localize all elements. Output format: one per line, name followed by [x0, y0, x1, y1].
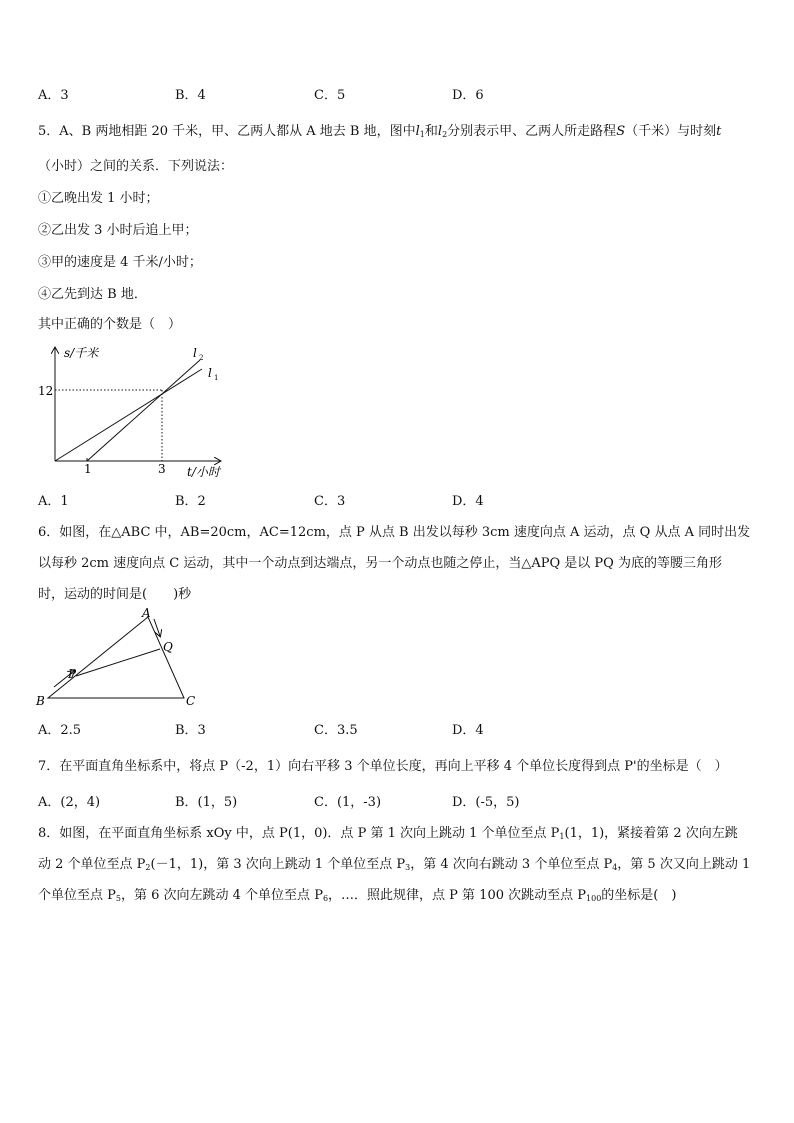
q5-statement-3: ③甲的速度是 4 千米/小时； [38, 255, 202, 270]
q6-line-1: 6．如图，在△ABC 中，AB=20cm，AC=12cm，点 P 从点 B 出发以每秒 3cm 速度向点 A 运动，点 Q 从点 A 同时出发 [38, 525, 751, 540]
q5-statement-2: ②乙出发 3 小时后追上甲； [38, 223, 198, 238]
q5-question: 其中正确的个数是（ ） [38, 317, 182, 332]
q7-line-1: 7．在平面直角坐标系中，将点 P（-2，1）向右平移 3 个单位长度，再向上平移 4 个单位长度得到点 P'的坐标是（ ） [38, 759, 728, 774]
q6-line-2: 以每秒 2cm 速度向点 C 运动，其中一个动点到达端点，另一个动点也随之停止，当△APQ 是以 PQ 为底的等腰三角形 [38, 556, 722, 571]
q5-option-d: D．4 [452, 494, 484, 509]
q6-option-b: B．3 [175, 723, 206, 738]
label-l2: l [193, 346, 197, 360]
q5-option-a: A．1 [38, 494, 69, 509]
q5-option-c: C．3 [314, 494, 346, 509]
label-c: C [186, 694, 196, 708]
x-tick-1: 1 [84, 462, 92, 476]
q4-option-c: C．5 [314, 88, 346, 103]
svg-text:2: 2 [199, 354, 204, 362]
x-tick-3: 3 [158, 462, 166, 476]
q4-option-d: D．6 [452, 88, 484, 103]
q6-line-3: 时，运动的时间是( )秒 [38, 587, 192, 602]
label-p: P [68, 667, 77, 681]
q6-option-d: D．4 [452, 723, 484, 738]
svg-text:1: 1 [214, 374, 219, 382]
y-axis-label: s/千米 [64, 346, 99, 360]
q6-option-c: C．3.5 [314, 723, 358, 738]
q6-option-a: A．2.5 [38, 723, 82, 738]
q7-option-a: A．(2，4) [38, 795, 101, 810]
line-l2 [87, 360, 200, 461]
q4-option-a: A．3 [38, 88, 69, 103]
y-tick-12: 12 [38, 384, 54, 398]
q5-line-2: （小时）之间的关系．下列说法： [38, 159, 234, 174]
q5-line-1: 5．A、B 两地相距 20 千米，甲、乙两人都从 A 地去 B 地，图中$l_1$和$l_2$分别表示甲、乙两人所走路程S（千米）与时刻t [38, 124, 722, 139]
x-axis-label: t/小时 [187, 465, 220, 479]
line-l1 [55, 369, 202, 461]
triangle-abc [48, 617, 184, 698]
segment-pq [76, 649, 160, 676]
q8-line-3: 个单位至点 $P_5$，第 6 次向左跳动 4 个单位至点 $P_6$，…．照此规律，点 P 第 100 次跳动至点 $P_{100}$的坐标是( ) [38, 888, 677, 903]
q8-line-2: 动 2 个单位至点 $P_2(-1$，1)，第 3 次向上跳动 1 个单位至点 $P_3$，第 4 次向右跳动 3 个单位至点 $P_4$，第 5 次又向上跳动 1 [38, 857, 751, 872]
q5-graph [30, 340, 260, 480]
q8-line-1: 8．如图，在平面直角坐标系 xOy 中，点 P(1，0)．点 P 第 1 次向上跳动 1 个单位至点 $P_1(1$，1)，紧接着第 2 次向左跳 [38, 826, 738, 841]
label-b: B [36, 694, 45, 708]
q5-statement-1: ①乙晚出发 1 小时； [38, 191, 159, 206]
q6-triangle-figure [30, 605, 220, 710]
q7-option-d: D．(-5，5) [452, 795, 520, 810]
q5-option-b: B．2 [175, 494, 206, 509]
label-q: Q [163, 640, 173, 654]
q7-option-b: B．(1，5) [175, 795, 238, 810]
q4-option-b: B．4 [175, 88, 206, 103]
label-a: A [142, 606, 151, 620]
q7-option-c: C．(1，-3) [314, 795, 382, 810]
label-l1: l [208, 366, 212, 380]
q5-statement-4: ④乙先到达 B 地． [38, 287, 147, 302]
